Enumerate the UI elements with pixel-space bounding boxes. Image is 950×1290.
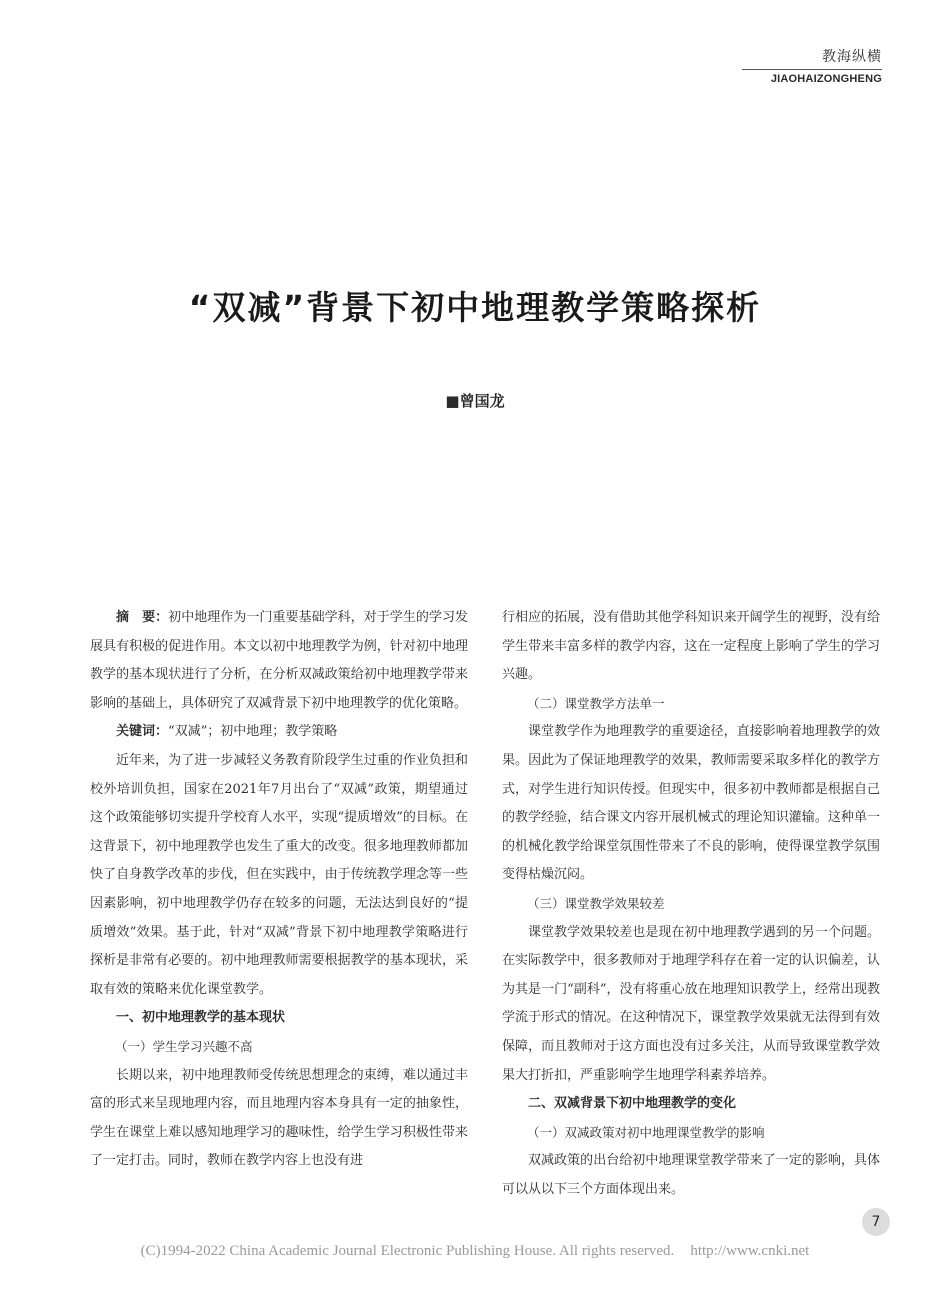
column-name-en: JIAOHAIZONGHENG [770,73,882,85]
article-title: “双减”背景下初中地理教学策略探析 [188,288,762,327]
article-author: ■曾国龙 [445,392,505,410]
keywords [90,718,468,747]
abstract-label: 摘 要： [116,610,169,625]
abstract [90,604,468,718]
section-1-paragraph-2: 课堂教学作为地理教学的重要途径，直接影响着地理教学的效果。因此为了保证地理教学的效果，教师需要采取多样化的教学方式，对学生进行知识传授。但现实中，很多初中教师都是根据自己的教学经验，结合课文内容开展机械式的理论知识灌输。这种单一的机械化教学给课堂氛围性带来了不良的影响，使得课堂教学氛围变得枯燥沉闷。 [502,724,880,883]
left-column [90,604,468,1176]
section-2-heading: 二、双减背景下初中地理教学的变化 [528,1096,737,1112]
page-number-badge: 7 [862,1208,890,1236]
section-1-paragraph-3: 课堂教学效果较差也是现在初中地理教学遇到的另一个问题。在实际教学中，很多教师对于地理学科存在着一定的认识偏差，认为其是一门“副科”，没有将重心放在地理知识教学上，经常出现教学流于形式的情况。在这种情况下，课堂教学效果就无法得到有效保障，而且教师对于这方面也没有过多关注，从而导致课堂教学效果大打折扣，严重影响学生地理学科素养培养。 [502,924,880,1083]
section-2-subheading-1: （一）双减政策对初中地理课堂教学的影响 [527,1124,765,1140]
section-1-paragraph-1-end: 行相应的拓展，没有借助其他学科知识来开阔学生的视野，没有给学生带来丰富多样的教学内容，这在一定程度上影响了学生的学习兴趣。 [502,610,880,683]
copyright-text: (C)1994-2022 China Academic Journal Electronic Publishing House. All rights reserved. [140,1243,675,1259]
section-1-subheading-3: （三）课堂教学效果较差 [527,895,665,911]
section-1-subheading-2: （二）课堂教学方法单一 [527,695,665,711]
keywords-label: 关键词： [116,724,169,740]
section-2-paragraph-1: 双减政策的出台给初中地理课堂教学带来了一定的影响，具体可以从以下三个方面体现出来。 [502,1153,880,1197]
keywords-text: “双减”；初中地理；教学策略 [168,724,338,740]
abstract-text: 初中地理作为一门重要基础学科，对于学生的学习发展具有积极的促进作用。本文以初中地理教学为例，针对初中地理教学的基本现状进行了分析，在分析双减政策给初中地理教学带来影响的基础上，具体研究了双减背景下初中地理教学的优化策略。 [90,610,468,711]
cnki-url[interactable]: http://www.cnki.net [690,1243,810,1259]
journal-column-header [742,46,882,85]
cnki-footer [0,1243,950,1260]
section-1-heading: 一、初中地理教学的基本现状 [116,1010,286,1026]
section-1-paragraph-1-start: 长期以来，初中地理教师受传统思想理念的束缚，难以通过丰富的形式来呈现地理内容，而且地理内容本身具有一定的抽象性，学生在课堂上难以感知地理学习的趣味性，给学生学习积极性带来了一定打击。同时，教师在教学内容上也没有进 [90,1067,468,1169]
right-column [502,604,880,1204]
section-1-subheading-1: （一）学生学习兴趣不高 [115,1038,253,1054]
column-name-cn: 教海纵横 [742,46,882,70]
intro-paragraph: 近年来，为了进一步减轻义务教育阶段学生过重的作业负担和校外培训负担，国家在2021年7月出台了“双减”政策，期望通过这个政策能够切实提升学校育人水平，实现“提质增效”的目标。在这背景下，初中地理教学也发生了重大的改变。很多地理教师都加快了自身教学改革的步伐，但在实践中，由于传统教学理念等一些因素影响，初中地理教学仍存在较多的问题，无法达到良好的“提质增效”效果。基于此，针对“双减”背景下初中地理教学策略进行探析是非常有必要的。初中地理教师需要根据教学的基本现状，采取有效的策略来优化课堂教学。 [90,752,468,997]
